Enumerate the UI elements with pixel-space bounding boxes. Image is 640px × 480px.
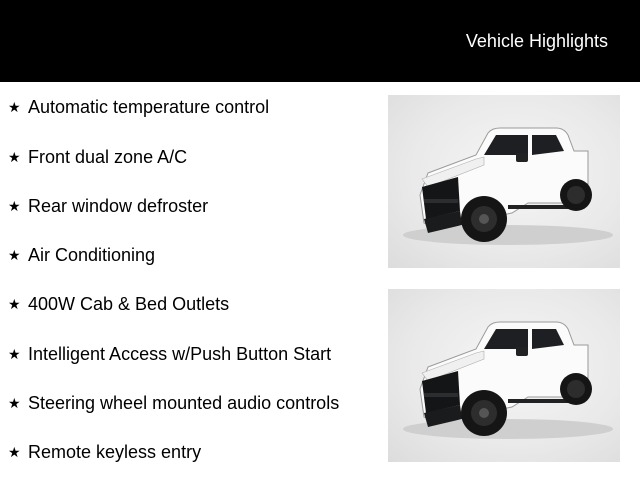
star-icon: ★ [8, 247, 21, 263]
feature-item [0, 289, 380, 319]
header-bar [0, 0, 640, 82]
feature-label: 400W Cab & Bed Outlets [28, 294, 230, 314]
feature-label: Remote keyless entry [28, 442, 202, 462]
feature-item [0, 191, 380, 221]
feature-label: Steering wheel mounted audio controls [28, 393, 340, 413]
truck-icon [388, 289, 620, 462]
star-icon: ★ [8, 395, 21, 411]
truck-photo-1 [388, 95, 620, 268]
feature-item [0, 92, 380, 122]
feature-label: Automatic temperature control [28, 97, 270, 117]
star-icon: ★ [8, 346, 21, 362]
feature-item [0, 437, 380, 467]
star-icon: ★ [8, 296, 21, 312]
feature-label: Front dual zone A/C [28, 147, 188, 167]
feature-item [0, 388, 380, 418]
star-icon: ★ [8, 444, 21, 460]
truck-photo-2 [388, 289, 620, 462]
star-icon: ★ [8, 99, 21, 115]
feature-item [0, 142, 380, 172]
feature-label: Intelligent Access w/Push Button Start [28, 344, 332, 364]
truck-icon [388, 95, 620, 268]
feature-label: Air Conditioning [28, 245, 156, 265]
page-title: Vehicle Highlights [465, 31, 608, 51]
star-icon: ★ [8, 149, 21, 165]
feature-item [0, 339, 380, 369]
feature-label: Rear window defroster [28, 196, 209, 216]
feature-item [0, 240, 380, 270]
star-icon: ★ [8, 198, 21, 214]
